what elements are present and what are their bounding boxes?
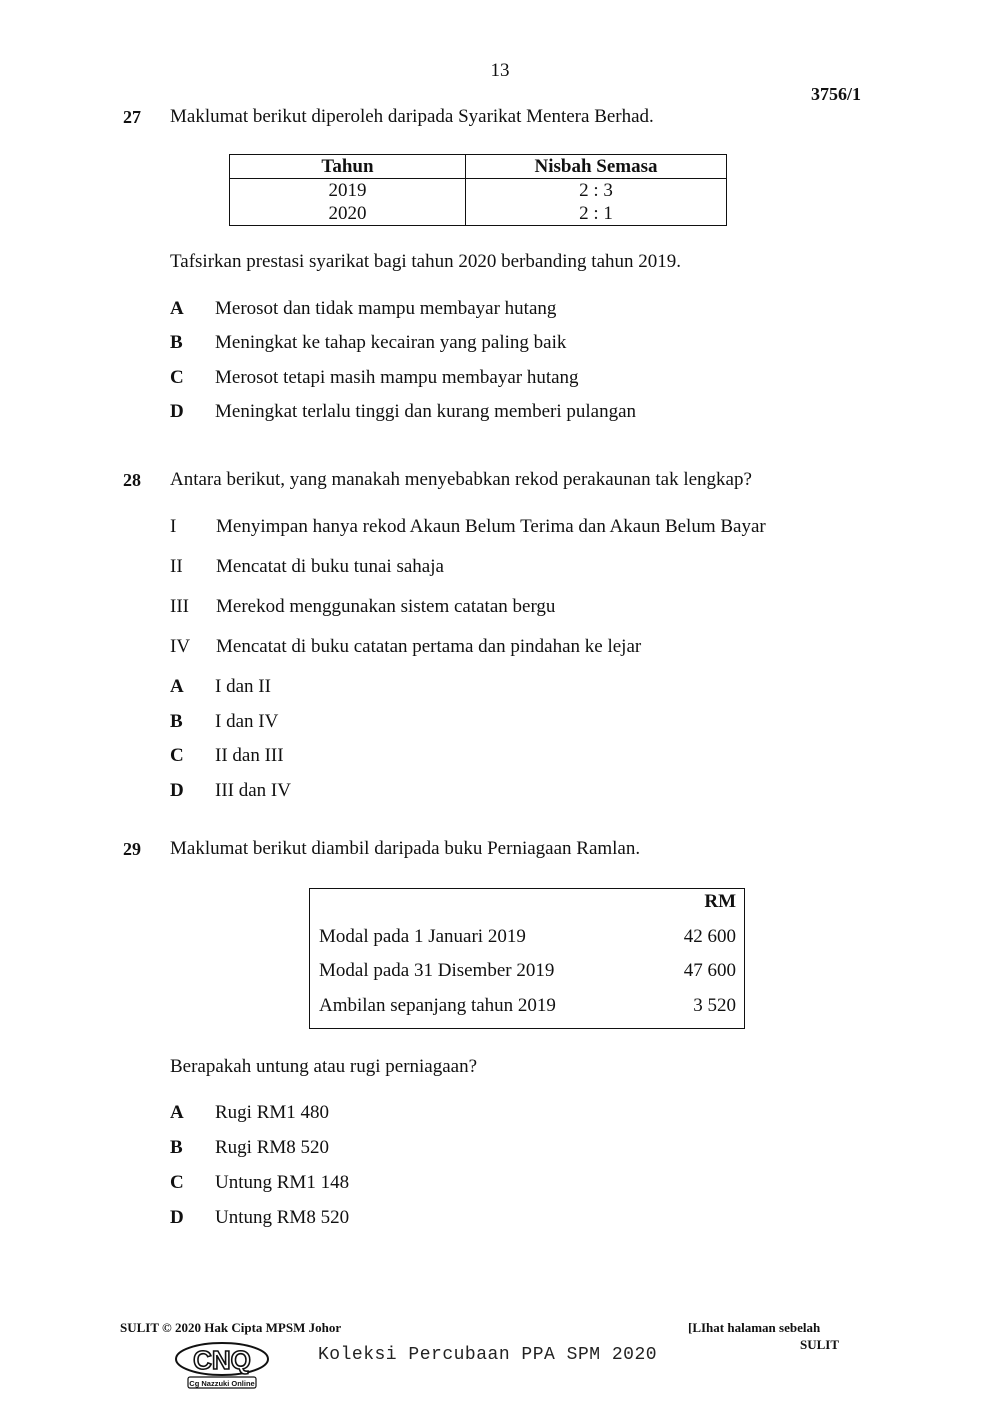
q28-option-d[interactable]: III dan IV — [215, 780, 291, 801]
question-28-number: 28 — [123, 470, 141, 490]
list-item — [319, 995, 736, 1017]
q29-option-b-letter: B — [170, 1137, 183, 1158]
q28-option-b[interactable]: I dan IV — [215, 711, 279, 732]
next-page-note: [LIhat halaman sebelah — [688, 1320, 821, 1335]
q29-option-d-letter: D — [170, 1207, 184, 1228]
item-value: 47 600 — [683, 960, 736, 981]
q28-option-b-letter: B — [170, 711, 183, 732]
list-item — [319, 960, 736, 982]
logo-subtext: Cg Nazzuki Online — [189, 1379, 255, 1388]
q28-option-c[interactable]: II dan III — [215, 745, 284, 766]
current-ratio-table — [229, 154, 727, 226]
q27-option-a[interactable]: Merosot dan tidak mampu membayar hutang — [215, 298, 557, 319]
q27-option-b-letter: B — [170, 332, 183, 353]
statement-ii: Mencatat di buku tunai sahaja — [216, 556, 444, 577]
q28-option-c-letter: C — [170, 745, 184, 766]
q29-option-c[interactable]: Untung RM1 148 — [215, 1172, 350, 1193]
list-item — [319, 926, 736, 948]
q27-option-d-letter: D — [170, 401, 184, 422]
year-cell: 2020 — [230, 202, 466, 226]
statement-ii-numeral: II — [170, 556, 183, 577]
currency-header: RM — [704, 891, 736, 912]
item-label: Modal pada 1 Januari 2019 — [319, 926, 526, 947]
cnq-logo-icon — [172, 1340, 272, 1390]
item-label: Modal pada 31 Disember 2019 — [319, 960, 555, 981]
q27-option-c[interactable]: Merosot tetapi masih mampu membayar hutang — [215, 367, 579, 388]
collection-title: Koleksi Percubaan PPA SPM 2020 — [318, 1345, 658, 1365]
q28-option-d-letter: D — [170, 780, 184, 801]
item-label: Ambilan sepanjang tahun 2019 — [319, 995, 556, 1016]
statement-i-numeral: I — [170, 516, 177, 537]
q28-option-a[interactable]: I dan II — [215, 676, 271, 697]
q27-option-d[interactable]: Meningkat terlalu tinggi dan kurang memberi pulangan — [215, 401, 637, 422]
question-29-prompt: Berapakah untung atau rugi perniagaan? — [170, 1056, 478, 1077]
question-27-number: 27 — [123, 107, 141, 127]
question-27-prompt: Tafsirkan prestasi syarikat bagi tahun 2020 berbanding tahun 2019. — [170, 251, 682, 272]
table-row — [230, 179, 727, 203]
table-header-row — [230, 155, 727, 179]
question-29-number: 29 — [123, 839, 141, 859]
q29-option-b[interactable]: Rugi RM8 520 — [215, 1137, 330, 1158]
q27-option-c-letter: C — [170, 367, 184, 388]
column-header-ratio: Nisbah Semasa — [466, 155, 727, 179]
paper-code: 3756/1 — [811, 84, 862, 104]
question-27-text: Maklumat berikut diperoleh daripada Syarikat Mentera Berhad. — [170, 106, 654, 127]
statement-iv: Mencatat di buku catatan pertama dan pindahan ke lejar — [216, 636, 642, 657]
q27-option-a-letter: A — [170, 298, 184, 319]
q29-option-d[interactable]: Untung RM8 520 — [215, 1207, 350, 1228]
year-cell: 2019 — [230, 179, 466, 203]
statement-i: Menyimpan hanya rekod Akaun Belum Terima dan Akaun Belum Bayar — [216, 516, 766, 537]
statement-iii: Merekod menggunakan sistem catatan bergu — [216, 596, 556, 617]
q29-option-c-letter: C — [170, 1172, 184, 1193]
q29-option-a[interactable]: Rugi RM1 480 — [215, 1102, 330, 1123]
sulit-label: SULIT — [800, 1337, 840, 1352]
item-value: 42 600 — [683, 926, 736, 947]
column-header-year: Tahun — [230, 155, 466, 179]
q29-option-a-letter: A — [170, 1102, 184, 1123]
logo-text: CNQ — [193, 1345, 251, 1375]
table-row — [230, 202, 727, 226]
question-28-text: Antara berikut, yang manakah menyebabkan rekod perakaunan tak lengkap? — [170, 469, 752, 490]
page-number: 13 — [490, 60, 510, 81]
statement-iii-numeral: III — [170, 596, 189, 617]
q28-option-a-letter: A — [170, 676, 184, 697]
q27-option-b[interactable]: Meningkat ke tahap kecairan yang paling baik — [215, 332, 567, 353]
statement-iv-numeral: IV — [170, 636, 191, 657]
ratio-cell: 2 : 1 — [466, 202, 727, 226]
item-value: 3 520 — [693, 995, 736, 1016]
ratio-cell: 2 : 3 — [466, 179, 727, 203]
copyright-notice: SULIT © 2020 Hak Cipta MPSM Johor — [120, 1320, 342, 1335]
question-29-text: Maklumat berikut diambil daripada buku Perniagaan Ramlan. — [170, 838, 641, 859]
capital-info-box — [309, 888, 745, 1029]
